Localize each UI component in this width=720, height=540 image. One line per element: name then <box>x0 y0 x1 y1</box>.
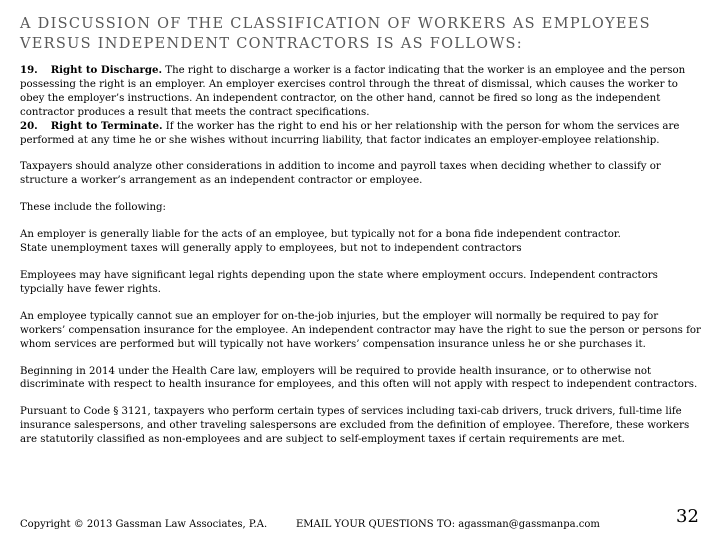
item-heading: Right to Terminate. <box>50 119 163 132</box>
paragraph-code-3121: Pursuant to Code § 3121, taxpayers who perform certain types of services including taxi-cab drivers, truck drivers, full-time life insurance salespersons, and other traveling salespersons are excluded from the definition of employee. Therefore, these workers are statutorily classified as non-employees and are subject to self-employment taxes if certain requirements are met. <box>20 406 690 446</box>
footer-copyright: Copyright © 2013 Gassman Law Associates, P.A. <box>20 519 268 530</box>
item-heading: Right to Discharge. <box>50 64 163 76</box>
paragraph-these-include: These include the following: <box>20 202 166 214</box>
paragraph-liability: An employer is generally liable for the acts of an employee, but typically not for a bona fide independent contractor. <box>20 229 621 241</box>
item-text: The right to discharge a worker is a factor indicating that the worker is an employee and the person possessing the right is an employer. An employer exercises control through the threat of dismissal, which causes the worker to obey the employer’s instructions. An independent contractor, on the other hand, cannot be fired so long as the independent contractor produces a result that meets the contract specifications. <box>20 65 686 118</box>
item-right-to-terminate <box>20 120 704 148</box>
slide-body <box>20 64 704 447</box>
paragraph-legal-rights: Employees may have significant legal rights depending upon the state where employment occurs. Independent contractors typcially have fewer rights. <box>20 269 658 295</box>
item-text: If the worker has the right to end his or her relationship with the person for whom the services are performed at any time he or she wishes without incurring liability, that factor indicates an employer-employee relationship. <box>20 120 680 146</box>
item-number: 20. <box>20 119 38 132</box>
footer-email: EMAIL YOUR QUESTIONS TO: agassman@gassmanpa.com <box>296 519 600 530</box>
slide-title <box>20 14 700 54</box>
item-number: 19. <box>20 64 38 76</box>
paragraph-taxpayers: Taxpayers should analyze other considerations in addition to income and payroll taxes when deciding whether to classify or structure a worker’s arrangement as an independent contractor or employee. <box>20 161 661 187</box>
slide-title-line-2: VERSUS INDEPENDENT CONTRACTORS IS AS FOLLOWS: <box>20 36 523 52</box>
page-number: 32 <box>676 506 699 527</box>
paragraph-injuries: An employee typically cannot sue an employer for on-the-job injuries, but the employer will normally be required to pay for workers’ compensation insurance for the employee. An independent contractor may have the right to sue the person or persons for whom services are performed but will typically not have workers’ compensation insurance unless he or she purchases it. <box>20 310 701 350</box>
slide-title-line-1: A DISCUSSION OF THE CLASSIFICATION OF WORKERS AS EMPLOYEES <box>20 16 651 32</box>
paragraph-unemployment: State unemployment taxes will generally apply to employees, but not to independent contractors <box>20 243 522 255</box>
item-right-to-discharge <box>20 64 704 120</box>
paragraph-health-care: Beginning in 2014 under the Health Care law, employers will be required to provide health insurance, or to otherwise not discriminate with respect to health insurance for employees, and this often will not apply with respect to independent contractors. <box>20 365 698 391</box>
